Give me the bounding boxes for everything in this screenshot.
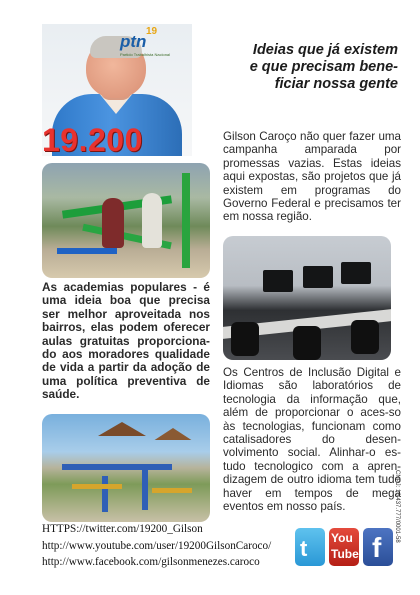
academias-paragraph: As academias populares - é uma ideia boa que precisa ser melhor aproveitada nos bairros, elas podem oferecer aulas gratuitas proporciona-do aos moradores qualidade de vida a partir da adoção de uma política preventiva de saúde. [42, 280, 210, 402]
logo-ptn: ptn [120, 32, 147, 51]
outdoor-gym-photo [42, 414, 210, 522]
intro-paragraph: Gilson Caroço não quer fazer uma campanha amparada por promessas vazias. Estas ideias aqui expostas, são projetos que já existem em programas do Governo Federal e precisamos ter em nossa região. [223, 130, 401, 224]
headline-line-2: e que precisam bene- [249, 59, 398, 75]
youtube-tube: Tube [331, 547, 359, 561]
facebook-icon[interactable] [363, 528, 393, 566]
twitter-icon[interactable] [295, 528, 325, 566]
headline-line-3: ficiar nossa gente [274, 76, 398, 92]
youtube-you: You [331, 531, 353, 545]
academy-photo [42, 163, 210, 278]
facebook-glyph: f [372, 532, 382, 563]
cid-paragraph: Os Centros de Inclusão Digital e Idiomas são laboratórios de tecnologia da informação que, além de proporcionar o aces-so às tecnologias, funcionam como catalisadores do desen-volvimento social. Alinhar-o es-tudo tecnologico com a apren-dizagem de outro idioma tem tudo haver em tempos de mega eventos em nosso país. [223, 366, 401, 514]
youtube-icon[interactable] [329, 528, 359, 566]
twitter-link[interactable]: HTTPS://twitter.com/19200_Gilson [42, 523, 203, 535]
logo-subtitle: Partido Trabalhista Nacional [120, 52, 171, 57]
party-logo [120, 26, 171, 60]
candidate-number: 19.200 [42, 122, 143, 158]
cnpj-text: CNPJ: 16.437.777/0001-58 [394, 470, 400, 543]
logo-number: 19 [146, 26, 158, 37]
twitter-glyph: t [300, 536, 308, 561]
youtube-link[interactable]: http://www.youtube.com/user/19200GilsonCaroco/ [42, 540, 272, 552]
computer-lab-photo [223, 236, 391, 360]
facebook-link[interactable]: http://www.facebook.com/gilsonmenezes.caroco [42, 556, 260, 568]
headline [214, 42, 398, 93]
headline-line-1: Ideias que já existem [252, 42, 398, 58]
